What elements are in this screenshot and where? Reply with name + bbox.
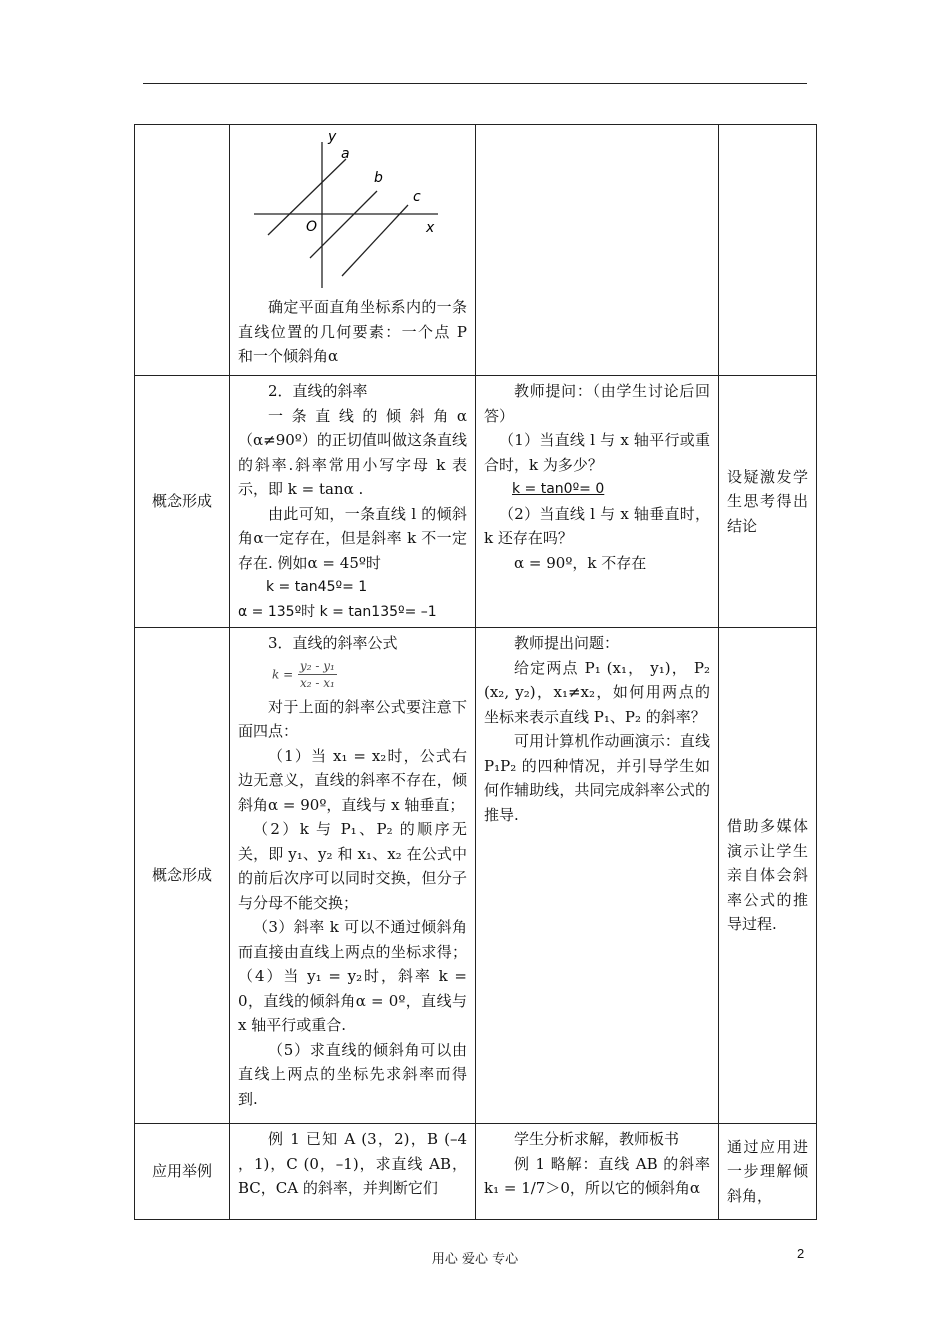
parallel-lines-diagram — [238, 125, 466, 295]
teacher-cell — [476, 376, 719, 628]
example-1: 例 1 已知 A (3，2)，B (–4 ，1)，C (0，–1)，求直线 AB，BC，CA 的斜率，并判断它们 — [238, 1130, 467, 1197]
slope-formula — [238, 658, 467, 691]
note-cell: 设疑激发学生思考得出结论 — [719, 376, 817, 628]
content-cell — [230, 628, 476, 1124]
example-1-solution: 例 1 略解：直线 AB 的斜率 k₁ = 1/7＞0，所以它的倾斜角α — [484, 1154, 710, 1197]
table-row — [135, 1124, 817, 1220]
note-cell: 借助多媒体演示让学生亲自体会斜率公式的推导过程. — [719, 628, 817, 1124]
content-cell — [230, 376, 476, 628]
label-a: a — [341, 146, 350, 162]
answer-2: α = 90º，k 不存在 — [514, 553, 647, 572]
teacher-activity: 学生分析求解，教师板书 — [514, 1130, 680, 1148]
page-number: 2 — [797, 1246, 805, 1261]
formula-note-1: （1）当 x₁ = x₂时，公式右边无意义，直线的斜率不存在，倾斜角α = 90º，直线与 x 轴垂直； — [238, 746, 467, 814]
table-row — [135, 376, 817, 628]
lesson-table — [134, 124, 817, 1220]
stage-cell — [135, 125, 230, 376]
line-b — [310, 191, 377, 258]
equation: k = tan45º= 1 — [266, 579, 368, 595]
label-y: y — [328, 129, 337, 145]
footer-text: 用心 爱心 专心 — [431, 1252, 519, 1267]
animation-demo: 可用计算机作动画演示：直线 P₁P₂ 的四种情况，并引导学生如何作辅助线，共同完成斜率公式的推导. — [484, 732, 710, 824]
two-point-question: 给定两点 P₁ (x₁， y₁)， P₂ (x₂, y₂)，x₁≠x₂，如何用两点的坐标来表示直线 P₁、P₂ 的斜率？ — [484, 658, 710, 726]
table-row — [135, 125, 817, 376]
formula-denominator: x₂ - x₁ — [299, 675, 335, 690]
stage-cell: 概念形成 — [135, 628, 230, 1124]
label-c: c — [413, 189, 421, 205]
equation: α = 135º时 k = tan135º= –1 — [238, 603, 437, 620]
section-heading: 2．直线的斜率 — [268, 382, 368, 400]
formula-note-5: （5）求直线的倾斜角可以由直线上两点的坐标先求斜率而得到. — [238, 1040, 467, 1108]
teacher-question: 教师提出问题： — [514, 634, 620, 652]
teacher-cell — [476, 1124, 719, 1220]
teacher-cell — [476, 125, 719, 376]
teacher-cell — [476, 628, 719, 1124]
formula-lhs: k = — [272, 666, 294, 681]
question-1: （1）当直线 l 与 x 轴平行或重合时，k 为多少？ — [484, 431, 710, 474]
label-o: O — [306, 219, 318, 235]
label-x: x — [426, 220, 435, 236]
section-heading: 3．直线的斜率公式 — [268, 634, 398, 652]
answer-1: k = tan0º= 0 — [512, 481, 605, 497]
formula-note-3-4: （3）斜率 k 可以不通过倾斜角而直接由直线上两点的坐标求得；（4）当 y₁ = y₂时，斜率 k = 0，直线的倾斜角α = 0º，直线与 x 轴平行或重合. — [238, 918, 467, 1034]
formula-numerator: y₂ - y₁ — [299, 658, 335, 673]
stage-cell: 概念形成 — [135, 376, 230, 628]
note-cell — [719, 125, 817, 376]
question-2: （2）当直线 l 与 x 轴垂直时，k 还存在吗？ — [484, 504, 710, 547]
table-row — [135, 628, 817, 1124]
formula-fraction — [298, 658, 337, 691]
teacher-question: 教师提问：（由学生讨论后回答） — [484, 382, 710, 425]
note-cell: 通过应用进一步理解倾斜角， — [719, 1124, 817, 1220]
stage-cell: 应用举例 — [135, 1124, 230, 1220]
slope-existence: 由此可知，一条直线 l 的倾斜角α一定存在，但是斜率 k 不一定存在. 例如α = 45º时 — [238, 504, 467, 572]
header-rule — [143, 83, 807, 84]
formula-note-2: （2）k 与 P₁、P₂ 的顺序无关，即 y₁、y₂ 和 x₁、x₂ 在公式中的前后次序可以同时交换，但分子与分母不能交换； — [238, 820, 467, 912]
label-b: b — [374, 170, 383, 186]
geometry-elements-text: 确定平面直角坐标系内的一条直线位置的几何要素：一个点 P 和一个倾斜角α — [238, 298, 467, 365]
slope-definition: 一条直线的倾斜角α（α≠90º）的正切值叫做这条直线的斜率.斜率常用小写字母 k 表示，即 k = tanα . — [238, 406, 467, 498]
formula-notes-intro: 对于上面的斜率公式要注意下面四点： — [238, 697, 467, 740]
content-cell — [230, 125, 476, 376]
content-cell — [230, 1124, 476, 1220]
